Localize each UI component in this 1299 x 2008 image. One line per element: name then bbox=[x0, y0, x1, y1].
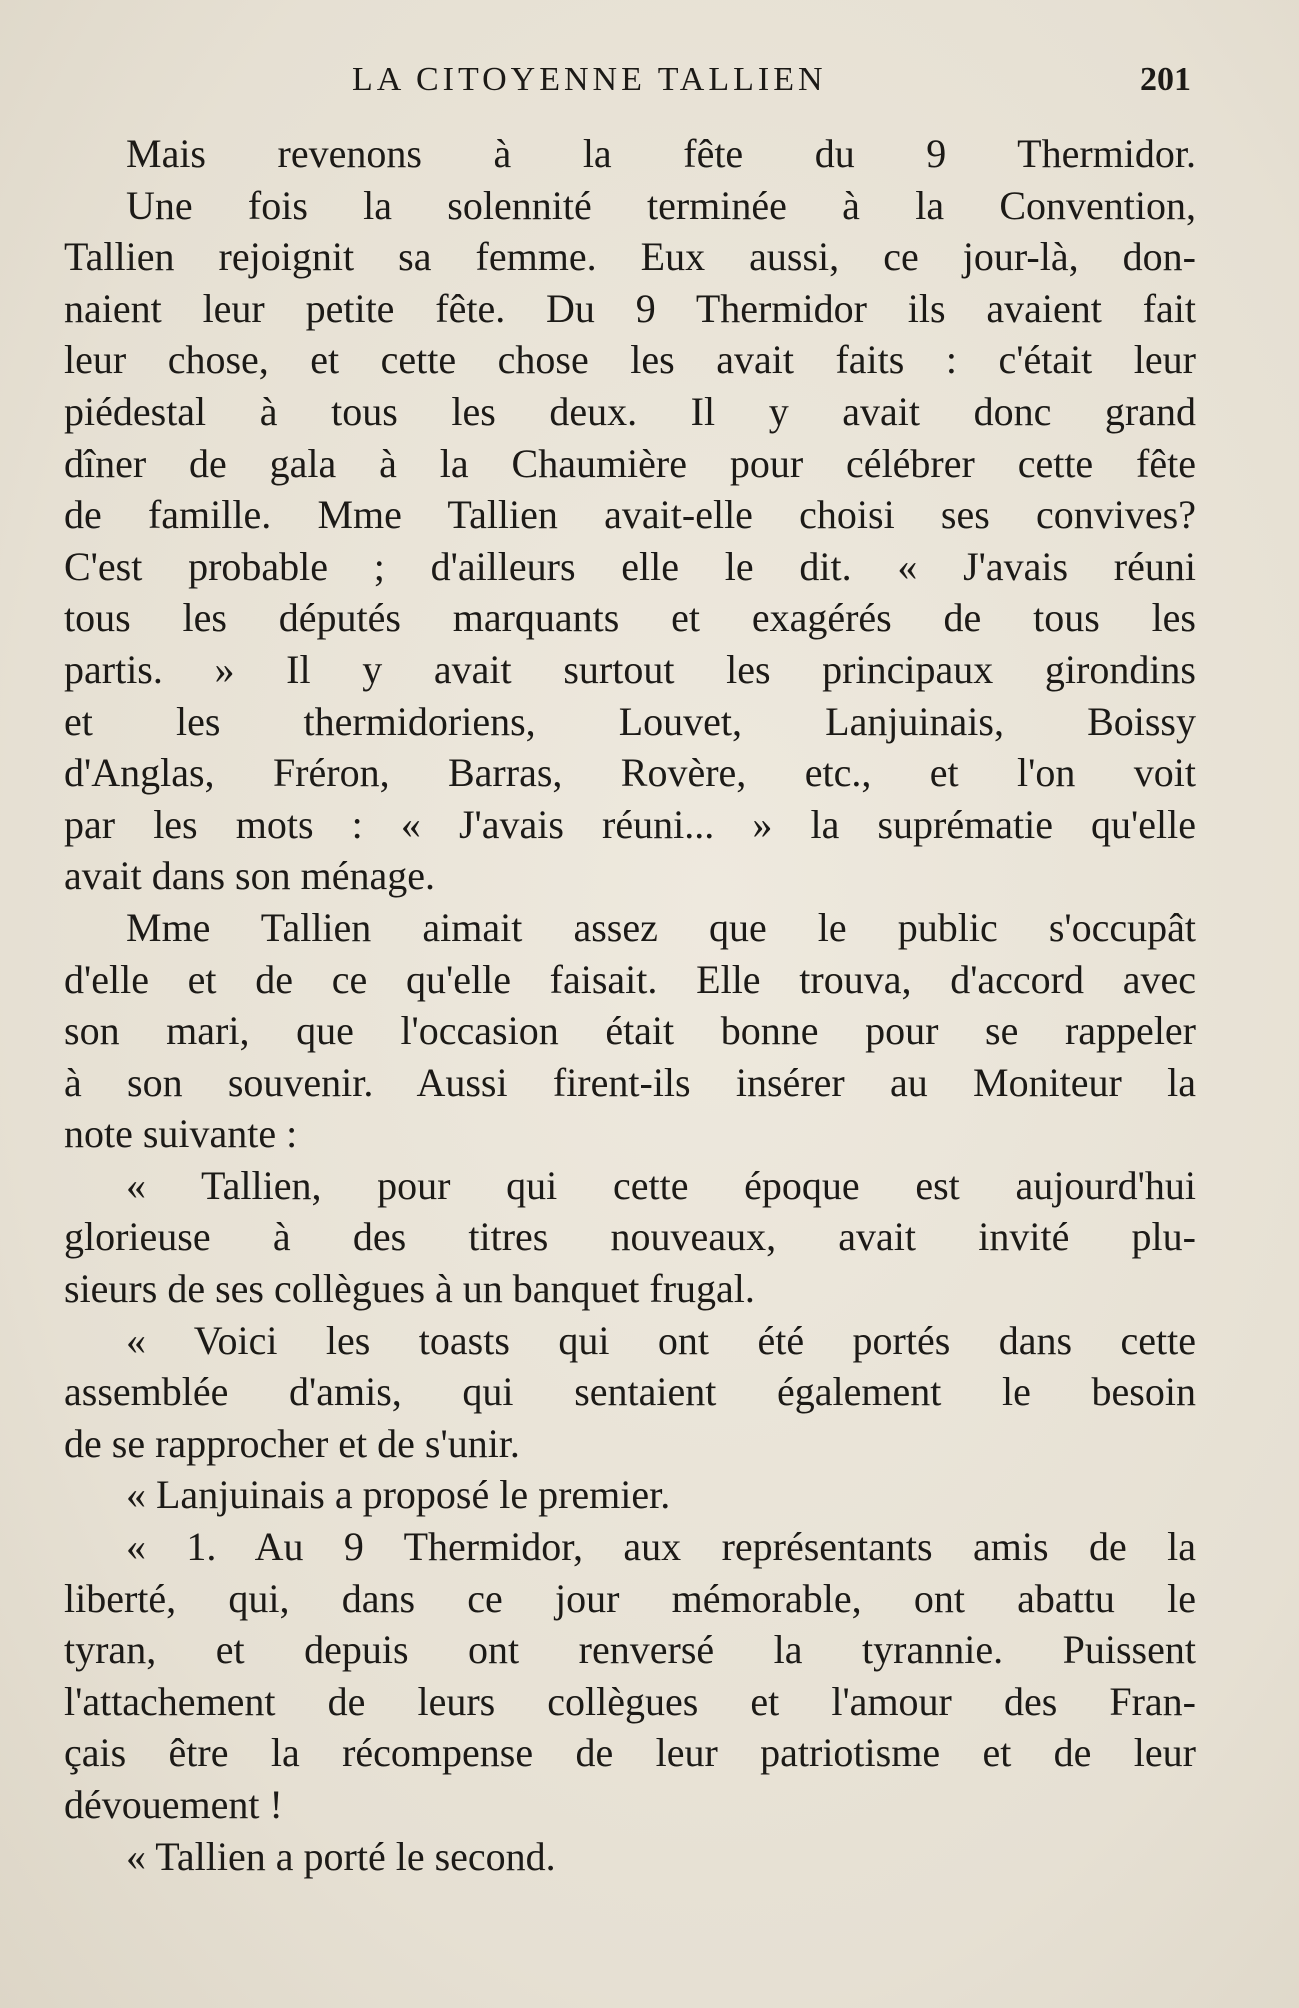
text-line: « 1. Au 9 Thermidor, aux représentants amis de la bbox=[126, 1524, 1196, 1570]
text-line: tyran, et depuis ont renversé la tyrannie. Puissent bbox=[64, 1627, 1196, 1673]
text-line: avait dans son ménage. bbox=[64, 853, 435, 899]
text-line: par les mots : « J'avais réuni... » la suprématie qu'elle bbox=[64, 801, 1196, 847]
text-line: sieurs de ses collègues à un banquet frugal. bbox=[64, 1266, 755, 1312]
text-line: dévouement ! bbox=[64, 1782, 283, 1827]
text-line: de se rapprocher et de s'unir. bbox=[64, 1420, 520, 1466]
body-text bbox=[64, 128, 1196, 1882]
text-line: note suivante : bbox=[64, 1111, 298, 1157]
text-line: çais être la récompense de leur patriotisme et de leur bbox=[64, 1730, 1196, 1776]
text-line: à son souvenir. Aussi firent-ils insérer au Moniteur la bbox=[64, 1059, 1196, 1105]
text-line: et les thermidoriens, Louvet, Lanjuinais, Boissy bbox=[64, 698, 1196, 744]
text-line: C'est probable ; d'ailleurs elle le dit. « J'avais réuni bbox=[64, 543, 1196, 589]
text-line: son mari, que l'occasion était bonne pour se rappeler bbox=[64, 1008, 1196, 1054]
text-line: « Tallien a porté le second. bbox=[126, 1833, 556, 1879]
running-header bbox=[0, 58, 1299, 102]
text-line: naient leur petite fête. Du 9 Thermidor ils avaient fait bbox=[64, 285, 1196, 331]
text-line: Tallien rejoignit sa femme. Eux aussi, ce jour-là, don- bbox=[64, 234, 1196, 280]
text-line: assemblée d'amis, qui sentaient également le besoin bbox=[64, 1369, 1196, 1415]
page-number: 201 bbox=[1140, 61, 1191, 98]
text-line: piédestal à tous les deux. Il y avait donc grand bbox=[64, 388, 1196, 434]
text-line: « Voici les toasts qui ont été portés dans cette bbox=[126, 1317, 1196, 1363]
text-line: dîner de gala à la Chaumière pour célébrer cette fête bbox=[64, 440, 1196, 486]
text-line: glorieuse à des titres nouveaux, avait invité plu- bbox=[64, 1214, 1196, 1260]
text-line: partis. » Il y avait surtout les principaux girondins bbox=[64, 646, 1196, 692]
text-line: liberté, qui, dans ce jour mémorable, ont abattu le bbox=[64, 1575, 1196, 1621]
running-title: LA CITOYENNE TALLIEN bbox=[352, 61, 827, 98]
text-line: d'Anglas, Fréron, Barras, Rovère, etc., et l'on voit bbox=[64, 750, 1196, 796]
text-line: l'attachement de leurs collègues et l'amour des Fran- bbox=[64, 1678, 1196, 1724]
text-line: leur chose, et cette chose les avait faits : c'était leur bbox=[64, 337, 1196, 383]
text-line: de famille. Mme Tallien avait-elle choisi ses convives? bbox=[64, 492, 1196, 538]
text-line: d'elle et de ce qu'elle faisait. Elle trouva, d'accord avec bbox=[64, 956, 1196, 1002]
text-line: tous les députés marquants et exagérés de tous les bbox=[64, 595, 1196, 641]
text-line: « Lanjuinais a proposé le premier. bbox=[126, 1472, 671, 1518]
text-line: Mais revenons à la fête du 9 Thermidor. bbox=[126, 131, 1196, 176]
text-line: Une fois la solennité terminée à la Convention, bbox=[126, 182, 1196, 228]
text-line: « Tallien, pour qui cette époque est aujourd'hui bbox=[126, 1162, 1196, 1208]
text-line: Mme Tallien aimait assez que le public s'occupât bbox=[126, 904, 1196, 950]
